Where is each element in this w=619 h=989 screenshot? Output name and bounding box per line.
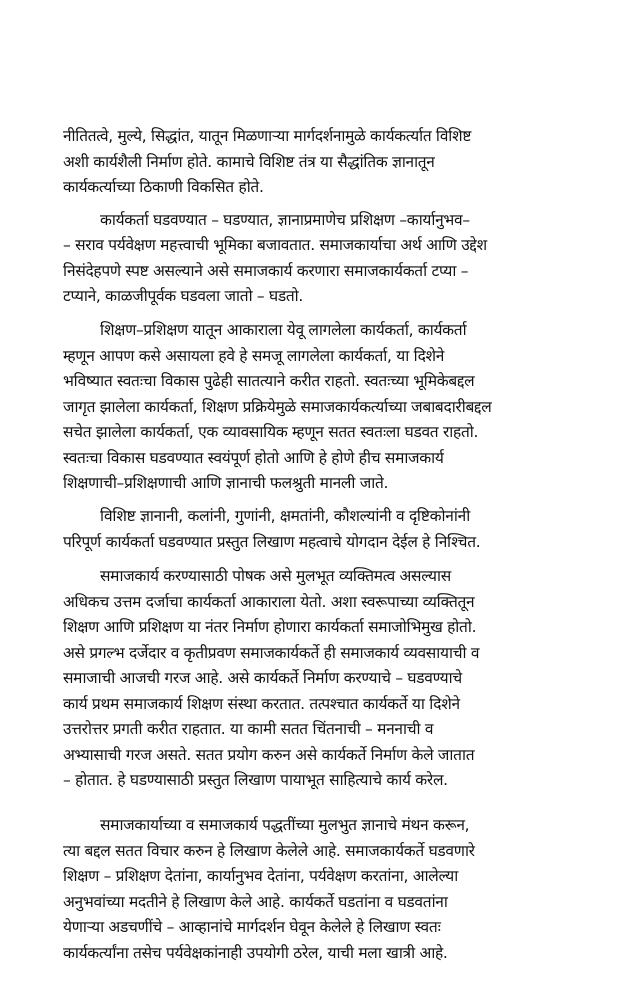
- text-line: समाजाची आजची गरज आहे. असे कार्यकर्ते निर्माण करण्याचे – घडवण्याचे: [63, 669, 462, 687]
- text-line: समाजकार्याच्या व समाजकार्य पद्धतींच्या मुलभुत ज्ञानाचे मंथन करून,: [100, 816, 470, 834]
- text-line: शिक्षण आणि प्रशिक्षण या नंतर निर्माण होणारा कार्यकर्ता समाजोभिमुख होतो.: [63, 618, 477, 636]
- text-line: कार्यकर्त्याच्या ठिकाणी विकसित होते.: [63, 178, 264, 196]
- text-line: निसंदेहपणे स्पष्ट असल्याने असे समाजकार्य करणारा समाजकार्यकर्ता टप्या –: [63, 262, 469, 280]
- text-line: त्या बद्दल सतत विचार करुन हे लिखाण केलेले आहे. समाजकार्यकर्ते घडवणारे: [63, 842, 475, 860]
- text-line: विशिष्ट ज्ञानानी, कलांनी, गुणांनी, क्षमतांनी, कौशल्यांनी व दृष्टिकोनांनी: [100, 507, 470, 525]
- text-line: कार्य प्रथम समाजकार्य शिक्षण संस्था करतात. तत्पश्चात कार्यकर्ते या दिशेने: [63, 695, 460, 713]
- text-line: नीतितत्वे, मुल्ये, सिद्धांत, यातून मिळणाऱ्या मार्गदर्शनामुळे कार्यकर्त्यात विशिष्ट: [63, 127, 472, 145]
- text-line: शिक्षण–प्रशिक्षण यातून आकाराला येवू लागलेला कार्यकर्ता, कार्यकर्ता: [100, 321, 467, 339]
- text-line: सचेत झालेला कार्यकर्ता, एक व्यावसायिक म्हणून सतत स्वतःला घडवत राहतो.: [63, 423, 479, 441]
- text-line: म्हणून आपण कसे असायला हवे हे समजू लागलेला कार्यकर्ता, या दिशेने: [63, 347, 445, 365]
- text-line: कार्यकर्ता घडवण्यात – घडण्यात, ज्ञानाप्रमाणेच प्रशिक्षण –कार्यानुभव–: [100, 211, 470, 229]
- text-line: कार्यकर्त्यांना तसेच पर्यवेक्षकांनाही उपयोगी ठरेल, याची मला खात्री आहे.: [63, 944, 448, 962]
- text-line: अभ्यासाची गरज असते. सतत प्रयोग करुन असे कार्यकर्ते निर्माण केले जातात: [63, 746, 475, 764]
- text-line: अधिकच उत्तम दर्जाचा कार्यकर्ता आकाराला येतो. अशा स्वरूपाच्या व्यक्तितून: [63, 593, 475, 611]
- text-line: शिक्षण – प्रशिक्षण देतांना, कार्यानुभव देतांना, पर्यवेक्षण करतांना, आलेल्या: [63, 867, 458, 885]
- text-line: येणाऱ्या अडचणींचे – आव्हानांचे मार्गदर्शन घेवून केलेले हे लिखाण स्वतः: [63, 918, 441, 936]
- text-line: – सराव पर्यवेक्षण महत्त्वाची भूमिका बजावतात. समाजकार्याचा अर्थ आणि उद्देश: [63, 236, 487, 254]
- text-line: – होतात. हे घडण्यासाठी प्रस्तुत लिखाण पायाभूत साहित्याचे कार्य करेल.: [63, 771, 448, 789]
- text-line: टप्याने, काळजीपूर्वक घडवला जातो – घडतो.: [63, 287, 304, 305]
- text-line: जागृत झालेला कार्यकर्ता, शिक्षण प्रक्रियेमुळे समाजकार्यकर्त्याच्या जबाबदारीबद्दल: [63, 398, 492, 416]
- text-line: भविष्यात स्वतःचा विकास पुढेही सातत्याने करीत राहतो. स्वतःच्या भूमिकेबद्दल: [63, 372, 475, 390]
- text-line: अनुभवांच्या मदतीने हे लिखाण केले आहे. कार्यकर्ते घडतांना व घडवतांना: [63, 893, 448, 911]
- text-line: असे प्रगल्भ दर्जेदार व कृतीप्रवण समाजकार्यकर्ते ही समाजकार्य व्यवसायाची व: [63, 644, 480, 662]
- text-line: स्वतःचा विकास घडवण्यात स्वयंपूर्ण होतो आणि हे होणे हीच समाजकार्य: [63, 449, 444, 467]
- text-line: परिपूर्ण कार्यकर्ता घडवण्यात प्रस्तुत लिखाण महत्वाचे योगदान देईल हे निश्चित.: [63, 533, 481, 551]
- text-line: उत्तरोत्तर प्रगती करीत राहतात. या कामी सतत चिंतनाची – मननाची व: [63, 720, 434, 738]
- text-line: शिक्षणाची–प्रशिक्षणाची आणि ज्ञानाची फलश्रुती मानली जाते.: [63, 474, 389, 492]
- text-line: समाजकार्य करण्यासाठी पोषक असे मुलभूत व्यक्तिमत्व असल्यास: [100, 567, 451, 585]
- text-line: अशी कार्यशैली निर्माण होते. कामाचे विशिष्ट तंत्र या सैद्धांतिक ज्ञानातून: [63, 153, 435, 171]
